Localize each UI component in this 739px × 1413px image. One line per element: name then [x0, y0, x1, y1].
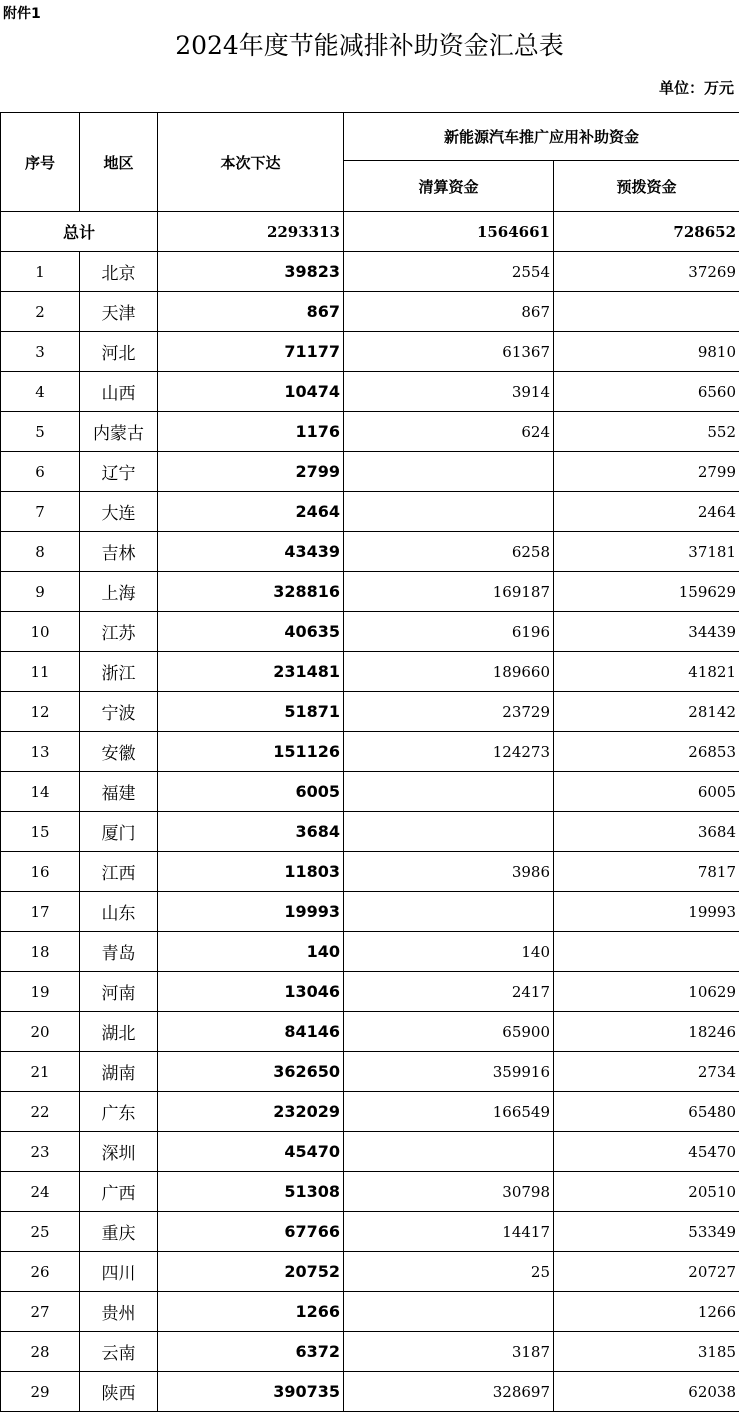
- row-region: 内蒙古: [80, 412, 158, 452]
- row-region: 江苏: [80, 612, 158, 652]
- row-settlement: [344, 452, 554, 492]
- row-total: 1176: [158, 412, 344, 452]
- table-row: [1, 932, 739, 972]
- row-region: 山东: [80, 892, 158, 932]
- total-settlement: 1564661: [344, 212, 554, 252]
- row-advance: 20510: [554, 1172, 739, 1212]
- row-advance: 3684: [554, 812, 739, 852]
- row-advance: 18246: [554, 1012, 739, 1052]
- table-row: [1, 1252, 739, 1292]
- table-row: [1, 772, 739, 812]
- header-total: 本次下达: [158, 113, 344, 212]
- table-row: [1, 732, 739, 772]
- table-row: [1, 1372, 739, 1412]
- row-total: 13046: [158, 972, 344, 1012]
- row-settlement: [344, 812, 554, 852]
- table-row: [1, 532, 739, 572]
- table-row: [1, 692, 739, 732]
- row-total: 51871: [158, 692, 344, 732]
- row-settlement: 2417: [344, 972, 554, 1012]
- row-settlement: 61367: [344, 332, 554, 372]
- row-index: 8: [1, 532, 80, 572]
- row-region: 福建: [80, 772, 158, 812]
- table-row: [1, 1052, 739, 1092]
- subsidy-summary-table: [0, 112, 739, 1412]
- row-advance: 6560: [554, 372, 739, 412]
- row-advance: 1266: [554, 1292, 739, 1332]
- row-total: 11803: [158, 852, 344, 892]
- row-region: 安徽: [80, 732, 158, 772]
- row-advance: 3185: [554, 1332, 739, 1372]
- row-total: 232029: [158, 1092, 344, 1132]
- row-total: 10474: [158, 372, 344, 412]
- row-index: 17: [1, 892, 80, 932]
- row-region: 宁波: [80, 692, 158, 732]
- row-region: 深圳: [80, 1132, 158, 1172]
- table-row: [1, 812, 739, 852]
- row-settlement: 867: [344, 292, 554, 332]
- row-region: 江西: [80, 852, 158, 892]
- row-total: 328816: [158, 572, 344, 612]
- table-row: [1, 612, 739, 652]
- row-index: 13: [1, 732, 80, 772]
- row-index: 11: [1, 652, 80, 692]
- row-total: 19993: [158, 892, 344, 932]
- table-row: [1, 1212, 739, 1252]
- row-advance: [554, 292, 739, 332]
- row-advance: 7817: [554, 852, 739, 892]
- table-row: [1, 892, 739, 932]
- row-settlement: 124273: [344, 732, 554, 772]
- row-settlement: 3914: [344, 372, 554, 412]
- row-index: 3: [1, 332, 80, 372]
- row-region: 贵州: [80, 1292, 158, 1332]
- row-advance: 10629: [554, 972, 739, 1012]
- row-index: 29: [1, 1372, 80, 1412]
- row-advance: [554, 932, 739, 972]
- row-region: 天津: [80, 292, 158, 332]
- row-settlement: 166549: [344, 1092, 554, 1132]
- row-index: 28: [1, 1332, 80, 1372]
- total-row: [1, 212, 739, 252]
- unit-label: 单位：万元: [658, 79, 734, 97]
- row-advance: 6005: [554, 772, 739, 812]
- row-advance: 28142: [554, 692, 739, 732]
- row-total: 390735: [158, 1372, 344, 1412]
- total-amount: 2293313: [158, 212, 344, 252]
- row-region: 山西: [80, 372, 158, 412]
- row-total: 2464: [158, 492, 344, 532]
- table-row: [1, 852, 739, 892]
- row-settlement: 2554: [344, 252, 554, 292]
- row-region: 河北: [80, 332, 158, 372]
- row-region: 湖北: [80, 1012, 158, 1052]
- row-settlement: [344, 772, 554, 812]
- row-total: 362650: [158, 1052, 344, 1092]
- row-settlement: 6258: [344, 532, 554, 572]
- row-index: 1: [1, 252, 80, 292]
- row-region: 湖南: [80, 1052, 158, 1092]
- row-advance: 552: [554, 412, 739, 452]
- table-row: [1, 492, 739, 532]
- row-total: 40635: [158, 612, 344, 652]
- row-region: 吉林: [80, 532, 158, 572]
- table-row: [1, 1172, 739, 1212]
- row-region: 北京: [80, 252, 158, 292]
- row-advance: 2799: [554, 452, 739, 492]
- row-index: 4: [1, 372, 80, 412]
- row-index: 25: [1, 1212, 80, 1252]
- row-advance: 159629: [554, 572, 739, 612]
- row-settlement: [344, 492, 554, 532]
- row-region: 广西: [80, 1172, 158, 1212]
- row-total: 43439: [158, 532, 344, 572]
- row-total: 6005: [158, 772, 344, 812]
- row-advance: 26853: [554, 732, 739, 772]
- document-title: 2024年度节能减排补助资金汇总表: [175, 31, 564, 60]
- header-advance: 预拨资金: [554, 161, 739, 212]
- row-total: 71177: [158, 332, 344, 372]
- row-index: 5: [1, 412, 80, 452]
- row-region: 河南: [80, 972, 158, 1012]
- row-total: 3684: [158, 812, 344, 852]
- table-row: [1, 1012, 739, 1052]
- table-row: [1, 372, 739, 412]
- row-advance: 34439: [554, 612, 739, 652]
- row-total: 2799: [158, 452, 344, 492]
- row-region: 重庆: [80, 1212, 158, 1252]
- row-settlement: [344, 1132, 554, 1172]
- row-total: 867: [158, 292, 344, 332]
- row-index: 18: [1, 932, 80, 972]
- row-settlement: [344, 892, 554, 932]
- row-settlement: 140: [344, 932, 554, 972]
- row-index: 26: [1, 1252, 80, 1292]
- row-advance: 62038: [554, 1372, 739, 1412]
- row-region: 大连: [80, 492, 158, 532]
- row-advance: 45470: [554, 1132, 739, 1172]
- row-settlement: 6196: [344, 612, 554, 652]
- row-index: 10: [1, 612, 80, 652]
- row-settlement: 359916: [344, 1052, 554, 1092]
- row-index: 21: [1, 1052, 80, 1092]
- row-settlement: 65900: [344, 1012, 554, 1052]
- row-total: 6372: [158, 1332, 344, 1372]
- row-advance: 53349: [554, 1212, 739, 1252]
- row-index: 15: [1, 812, 80, 852]
- row-total: 67766: [158, 1212, 344, 1252]
- row-settlement: 189660: [344, 652, 554, 692]
- row-index: 19: [1, 972, 80, 1012]
- table-row: [1, 332, 739, 372]
- row-total: 39823: [158, 252, 344, 292]
- row-advance: 19993: [554, 892, 739, 932]
- row-total: 45470: [158, 1132, 344, 1172]
- table-row: [1, 412, 739, 452]
- header-region: 地区: [80, 113, 158, 212]
- row-total: 1266: [158, 1292, 344, 1332]
- row-index: 20: [1, 1012, 80, 1052]
- row-index: 27: [1, 1292, 80, 1332]
- row-region: 厦门: [80, 812, 158, 852]
- row-settlement: 169187: [344, 572, 554, 612]
- row-index: 24: [1, 1172, 80, 1212]
- table-row: [1, 1332, 739, 1372]
- row-index: 12: [1, 692, 80, 732]
- header-settlement: 清算资金: [344, 161, 554, 212]
- row-advance: 65480: [554, 1092, 739, 1132]
- row-index: 22: [1, 1092, 80, 1132]
- row-settlement: 30798: [344, 1172, 554, 1212]
- row-region: 辽宁: [80, 452, 158, 492]
- row-region: 陕西: [80, 1372, 158, 1412]
- total-advance: 728652: [554, 212, 739, 252]
- row-settlement: 328697: [344, 1372, 554, 1412]
- row-settlement: 25: [344, 1252, 554, 1292]
- row-total: 231481: [158, 652, 344, 692]
- row-settlement: 3187: [344, 1332, 554, 1372]
- row-index: 2: [1, 292, 80, 332]
- row-settlement: 624: [344, 412, 554, 452]
- row-advance: 9810: [554, 332, 739, 372]
- row-advance: 37181: [554, 532, 739, 572]
- row-total: 84146: [158, 1012, 344, 1052]
- table-row: [1, 1292, 739, 1332]
- row-settlement: 3986: [344, 852, 554, 892]
- table-row: [1, 452, 739, 492]
- attachment-label: 附件1: [3, 6, 41, 22]
- row-region: 上海: [80, 572, 158, 612]
- row-advance: 37269: [554, 252, 739, 292]
- table-row: [1, 652, 739, 692]
- row-settlement: [344, 1292, 554, 1332]
- row-index: 7: [1, 492, 80, 532]
- row-index: 14: [1, 772, 80, 812]
- row-index: 23: [1, 1132, 80, 1172]
- row-region: 云南: [80, 1332, 158, 1372]
- row-region: 浙江: [80, 652, 158, 692]
- row-region: 四川: [80, 1252, 158, 1292]
- total-label: 总计: [1, 212, 158, 252]
- row-advance: 41821: [554, 652, 739, 692]
- row-total: 20752: [158, 1252, 344, 1292]
- table-row: [1, 292, 739, 332]
- row-advance: 2734: [554, 1052, 739, 1092]
- header-group: 新能源汽车推广应用补助资金: [344, 113, 739, 161]
- row-index: 16: [1, 852, 80, 892]
- row-total: 140: [158, 932, 344, 972]
- table-row: [1, 972, 739, 1012]
- row-advance: 20727: [554, 1252, 739, 1292]
- row-total: 151126: [158, 732, 344, 772]
- row-total: 51308: [158, 1172, 344, 1212]
- header-index: 序号: [1, 113, 80, 212]
- row-region: 青岛: [80, 932, 158, 972]
- row-settlement: 23729: [344, 692, 554, 732]
- table-row: [1, 1092, 739, 1132]
- row-index: 9: [1, 572, 80, 612]
- table-row: [1, 252, 739, 292]
- row-advance: 2464: [554, 492, 739, 532]
- table-row: [1, 572, 739, 612]
- row-settlement: 14417: [344, 1212, 554, 1252]
- row-region: 广东: [80, 1092, 158, 1132]
- row-index: 6: [1, 452, 80, 492]
- table-row: [1, 1132, 739, 1172]
